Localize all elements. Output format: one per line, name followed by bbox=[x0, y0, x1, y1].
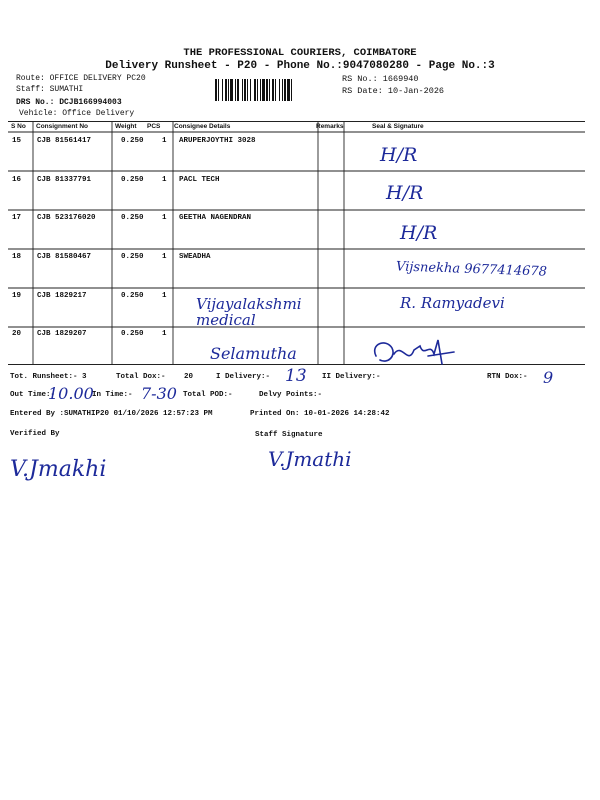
vehicle-text: Vehicle: Office Delivery bbox=[19, 109, 135, 118]
row-consignment: CJB 1829207 bbox=[37, 330, 87, 338]
verified-by-label: Verified By bbox=[10, 430, 60, 438]
entered-by: Entered By :SUMATHIP20 01/10/2026 12:57:23 PM bbox=[10, 410, 213, 418]
rs-info bbox=[342, 73, 444, 97]
rtn-dox-value: 9 bbox=[543, 368, 554, 387]
total-dox-value: 20 bbox=[184, 373, 194, 381]
staff-text: Staff: SUMATHI bbox=[16, 85, 84, 94]
row-consignee: GEETHA NAGENDRAN bbox=[179, 214, 252, 222]
row-consignment: CJB 81561417 bbox=[37, 137, 92, 145]
ii-delivery-label: II Delivery:- bbox=[322, 373, 381, 381]
row-sno: 16 bbox=[12, 176, 22, 184]
row-pcs: 1 bbox=[162, 253, 167, 261]
row-sno: 18 bbox=[12, 253, 22, 261]
route-text: Route: OFFICE DELIVERY PC20 bbox=[16, 74, 146, 83]
row-weight: 0.250 bbox=[121, 176, 144, 184]
row-pcs: 1 bbox=[162, 330, 167, 338]
header-sno: S No bbox=[11, 123, 26, 130]
seal-signature-image bbox=[368, 336, 458, 368]
header-pcs: PCS bbox=[147, 123, 161, 130]
tot-runsheet: Tot. Runsheet:- 3 bbox=[10, 373, 87, 381]
rs-date: RS Date: 10-Jan-2026 bbox=[342, 86, 445, 96]
i-delivery-label: I Delivery:- bbox=[216, 373, 271, 381]
header-remarks: Remarks bbox=[316, 123, 344, 130]
out-time-label: Out Time:- bbox=[10, 391, 56, 399]
row-signature: R. Ramyadevi bbox=[400, 294, 505, 312]
row-sno: 20 bbox=[12, 330, 22, 338]
staff-signature-label: Staff Signature bbox=[255, 431, 323, 439]
barcode-image bbox=[215, 79, 335, 101]
row-sno: 17 bbox=[12, 214, 22, 222]
i-delivery-value: 13 bbox=[285, 366, 307, 386]
staff-signature-mark: V.Jmathi bbox=[268, 447, 352, 471]
row-consignment: CJB 523176020 bbox=[37, 214, 96, 222]
row-handwritten-consignee: Vijayalakshmi medical bbox=[196, 295, 302, 329]
row-pcs: 1 bbox=[162, 137, 167, 145]
runsheet-table-grid bbox=[8, 121, 585, 365]
row-consignee: SWEADHA bbox=[179, 253, 211, 261]
drs-number: DRS No.: DCJB166994003 bbox=[16, 98, 122, 107]
row-signature: Vijsnekha 9677414678 bbox=[395, 259, 548, 280]
row-consignment: CJB 1829217 bbox=[37, 292, 87, 300]
rs-number: RS No.: 1669940 bbox=[342, 74, 419, 84]
verified-signature: V.Jmakhi bbox=[10, 457, 107, 482]
row-handwritten-consignee: Selamutha bbox=[210, 344, 297, 363]
row-pcs: 1 bbox=[162, 292, 167, 300]
printed-on: Printed On: 10-01-2026 14:28:42 bbox=[250, 410, 390, 418]
row-consignment: CJB 81580467 bbox=[37, 253, 92, 261]
out-time-value: 10.00 bbox=[48, 384, 94, 403]
header-consignment: Consignment No bbox=[36, 123, 88, 130]
row-sno: 19 bbox=[12, 292, 22, 300]
row-signature: H/R bbox=[380, 144, 418, 166]
row-signature: H/R bbox=[386, 182, 424, 204]
company-title: THE PROFESSIONAL COURIERS, COIMBATORE bbox=[183, 47, 417, 59]
row-pcs: 1 bbox=[162, 214, 167, 222]
row-consignee: PACL TECH bbox=[179, 176, 220, 184]
row-signature: H/R bbox=[400, 222, 438, 244]
row-consignee: ARUPERJOYTHI 3028 bbox=[179, 137, 256, 145]
row-weight: 0.250 bbox=[121, 253, 144, 261]
in-time-label: In Time:- bbox=[92, 391, 133, 399]
delvy-points-label: Delvy Points:- bbox=[259, 391, 323, 399]
row-weight: 0.250 bbox=[121, 330, 144, 338]
row-pcs: 1 bbox=[162, 176, 167, 184]
in-time-value: 7-30 bbox=[141, 384, 177, 403]
row-consignment: CJB 81337791 bbox=[37, 176, 92, 184]
total-dox-label: Total Dox:- bbox=[116, 373, 166, 381]
header-consignee: Consignee Details bbox=[174, 123, 231, 130]
total-pod-label: Total POD:- bbox=[183, 391, 233, 399]
row-weight: 0.250 bbox=[121, 214, 144, 222]
row-weight: 0.250 bbox=[121, 137, 144, 145]
header-signature: Seal & Signature bbox=[372, 123, 424, 130]
rtn-dox-label: RTN Dox:- bbox=[487, 373, 528, 381]
row-sno: 15 bbox=[12, 137, 22, 145]
row-weight: 0.250 bbox=[121, 292, 144, 300]
runsheet-subtitle: Delivery Runsheet - P20 - Phone No.:9047080280 - Page No.:3 bbox=[105, 60, 495, 72]
header-weight: Weight bbox=[115, 123, 137, 130]
